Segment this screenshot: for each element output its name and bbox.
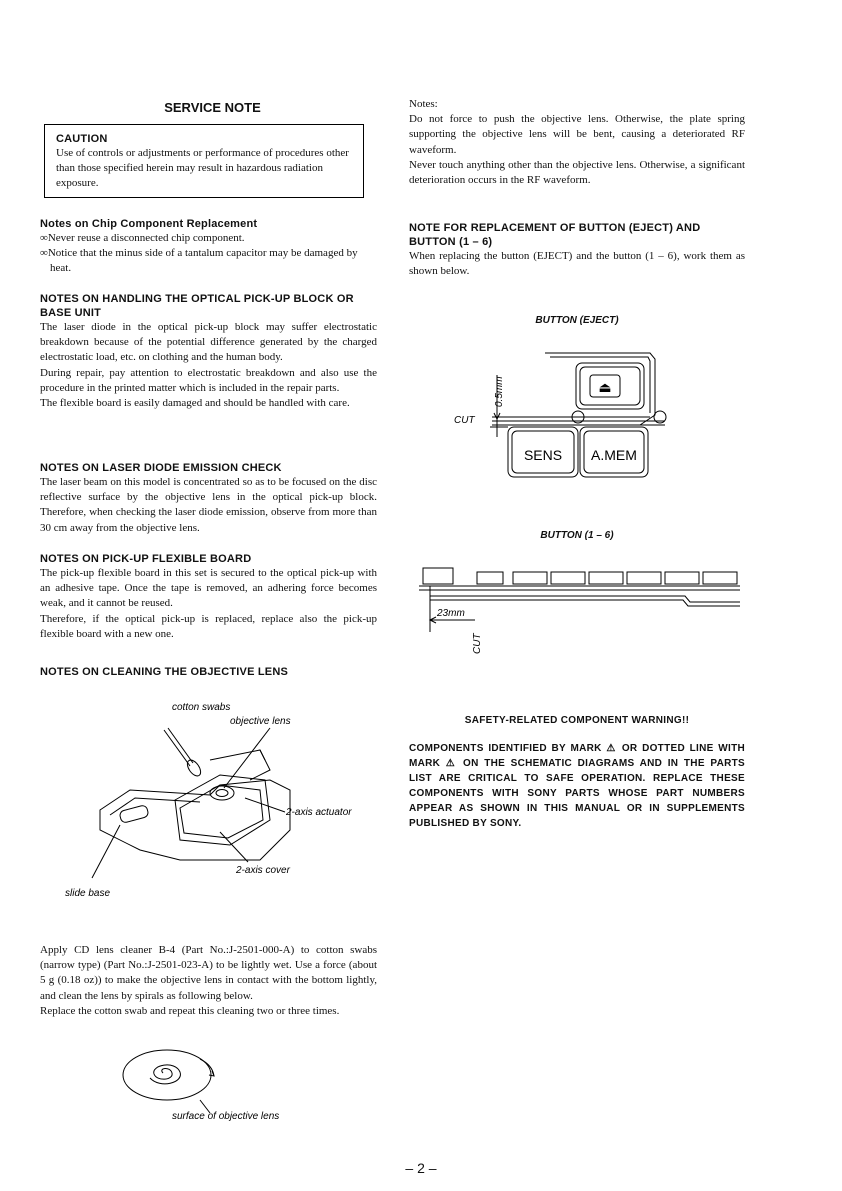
caution-box <box>44 124 364 198</box>
actuator-label: 2-axis actuator <box>286 807 352 818</box>
chip-item: ∞Notice that the minus side of a tantalum capacitor may be damaged by heat. <box>40 247 358 275</box>
cleaning-text <box>40 943 377 1019</box>
cotton-swabs-label: cotton swabs <box>172 702 231 713</box>
button-note-heading: NOTE FOR REPLACEMENT OF BUTTON (EJECT) AND BUTTON (1 – 6) <box>409 222 701 248</box>
cleaning-heading: NOTES ON CLEANING THE OBJECTIVE LENS <box>40 666 289 678</box>
notes-paragraph: Never touch anything other than the objective lens. Otherwise, a significant deterioration occurs in the RF waveform. <box>409 158 745 187</box>
eject-caption: BUTTON (EJECT) <box>535 315 619 326</box>
lens-shape <box>210 786 234 800</box>
pickup-illustration <box>60 690 390 910</box>
notes-section <box>409 97 745 188</box>
button-note-section <box>409 221 745 279</box>
swab-stick <box>168 728 193 763</box>
lens-surface-illustration <box>120 1045 320 1125</box>
cleaning-paragraph: Replace the cotton swab and repeat this cleaning two or three times. <box>40 1004 340 1017</box>
cleaning-paragraph: Apply CD lens cleaner B-4 (Part No.:J-2501-000-A) to cotton swabs (narrow type) (Part No.:J-2501-023-A) to be lightly wet. Use a force (about 5 g (0.18 oz)) to make the objective lens in contact with the bottom lightly, and clean the lens by spirals as following below. <box>40 944 377 1002</box>
dim-label: 0.5mm <box>494 376 505 407</box>
laser-section <box>40 461 377 536</box>
notes-heading: Notes: <box>409 98 438 110</box>
amem-label: A.MEM <box>591 447 637 463</box>
button16-caption: BUTTON (1 – 6) <box>540 530 614 541</box>
chip-item: ∞Never reuse a disconnected chip component. <box>40 232 245 244</box>
flexible-heading: NOTES ON PICK-UP FLEXIBLE BOARD <box>40 553 252 565</box>
safety-title: SAFETY-RELATED COMPONENT WARNING!! <box>464 715 690 726</box>
objective-lens-label: objective lens <box>230 716 291 727</box>
button-cap <box>423 568 453 584</box>
caution-text: Use of controls or adjustments or performance of procedures other than those specified herein may result in hazardous radiation exposure. <box>56 147 349 190</box>
button16-diagram <box>415 562 745 662</box>
laser-text: The laser beam on this model is concentrated so as to be focused on the disc reflective surface by the objective lens in the optical pick-up block. Therefore, when checking the laser diode emission, observe from more than 30 cm away from the objective lens. <box>40 476 377 534</box>
button-note-text: When replacing the button (EJECT) and the button (1 – 6), work them as shown below. <box>409 250 745 278</box>
lens-outline <box>123 1050 211 1100</box>
handling-section <box>40 292 377 411</box>
laser-heading: NOTES ON LASER DIODE EMISSION CHECK <box>40 462 282 474</box>
eject-symbol: ⏏ <box>598 379 612 395</box>
flexible-paragraph: The pick-up flexible board in this set is secured to the optical pick-up with an adhesive tape. Once the tape is removed, an adhering force becomes weak, and it cannot be reused. <box>40 567 377 610</box>
chip-heading: Notes on Chip Component Replacement <box>40 218 258 230</box>
cover-label: 2-axis cover <box>236 865 290 876</box>
safety-text: COMPONENTS IDENTIFIED BY MARK ⚠ OR DOTTED LINE WITH MARK ⚠ ON THE SCHEMATIC DIAGRAMS AND IN THE PARTS LIST ARE CRITICAL TO SAFE OPERATION. REPLACE THESE COMPONENTS WITH SONY PARTS WHOSE PART NUMBERS APPEAR AS SHOWN IN THIS MANUAL OR IN SUPPLEMENTS PUBLISHED BY SONY. <box>409 743 745 829</box>
notes-paragraph: Do not force to push the objective lens. Otherwise, the plate spring supporting the objective lens will be bent, causing a deteriorated RF waveform. <box>409 113 745 156</box>
handling-paragraph: The flexible board is easily damaged and should be handled with care. <box>40 397 350 410</box>
slide-base-label: slide base <box>65 888 111 899</box>
handling-paragraph: During repair, pay attention to electrostatic breakdown and also use the procedure in the printed matter which is included in the repair parts. <box>40 366 377 394</box>
handling-heading: NOTES ON HANDLING THE OPTICAL PICK-UP BLOCK OR BASE UNIT <box>40 293 354 319</box>
service-note-title: SERVICE NOTE <box>164 100 261 115</box>
handling-paragraph: The laser diode in the optical pick-up block may suffer electrostatic breakdown because of the potential difference generated by the charged electrostatic load, etc. on clothing and the human body. <box>40 321 377 364</box>
chip-section <box>40 217 377 277</box>
cut-vertical-label: CUT <box>472 633 483 654</box>
cut-label: CUT <box>454 415 475 426</box>
flexible-paragraph: Therefore, if the optical pick-up is replaced, replace also the pick-up flexible board with a new one. <box>40 612 377 640</box>
surface-caption: surface of objective lens <box>172 1111 280 1122</box>
flexible-section <box>40 552 377 642</box>
dim23-label: 23mm <box>437 608 465 619</box>
eject-diagram <box>450 345 680 485</box>
sens-label: SENS <box>523 447 563 463</box>
caution-heading: CAUTION <box>56 133 108 145</box>
slide-base-shape <box>100 780 290 860</box>
swab-tip <box>185 758 204 778</box>
spiral-path <box>150 1065 180 1084</box>
page-number: – 2 – <box>405 1160 437 1176</box>
